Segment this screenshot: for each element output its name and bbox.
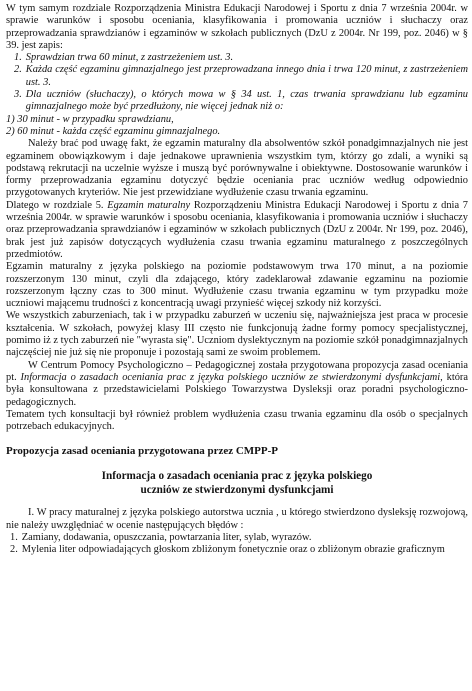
list-item	[6, 89, 468, 114]
list-text: Każda część egzaminu gimnazjalnego jest przeprowadzana innego dnia i trwa 120 minut, z zastrzeżeniem ust. 3.	[25, 64, 468, 88]
text-run: W Centrum Pomocy Psychologiczno – Pedagogicznej została przygotowana propozycja zasad oceniania pt.	[6, 359, 468, 383]
body-paragraph: Egzamin maturalny z języka polskiego na poziomie podstawowym trwa 170 minut, a na poziomie rozszerzonym 130 minut, czyli dla zdającego, który zadeklarował zdawanie egzaminu na poziomie rozszerzonym łączny czas to 300 minut. Wydłużenie czasu trwania egzaminu w tym przypadku może uczniowi mającemu trudności z koncentracją uwagi przynieść więcej szkody niż korzyści.	[6, 261, 468, 310]
list-number: 2.	[10, 544, 18, 556]
list-text: Zamiany, dodawania, opuszczania, powtarzania liter, sylab, wyrazów.	[21, 531, 312, 543]
list-text: Mylenia liter odpowiadających głoskom zbliżonym fonetycznie oraz o zbliżonym obrazie graficznym	[21, 544, 445, 556]
body-paragraph: Należy brać pod uwagę fakt, że egzamin maturalny dla absolwentów szkół ponadgimnazjalnych nie jest egzaminem obowiązkowym i daje jednakowe uprawnienia wszystkim tym, którzy go zdali, a wyniki są podstawą rekrutacji na uczelnie wyższe i muszą być porównywalne i obiektywne. Dostosowanie warunków i formy przeprowadzania egzaminu dotyczyć będzie oceniania prac uczniów według odpowiednio przygotowanych kryteriów. Nie jest przewidziane wydłużenie czasu trwania egzaminu.	[6, 138, 468, 199]
list-number: 1.	[10, 531, 18, 543]
body-paragraph	[6, 200, 468, 261]
list-item	[6, 52, 468, 64]
section-heading: Propozycja zasad oceniania przygotowana przez CMPP-P	[6, 445, 278, 458]
body-paragraph: I. W pracy maturalnej z języka polskiego autorstwa ucznia , u którego stwierdzono dysleksję rozwojową, nie należy uwzględniać w ocenie następujących błędów :	[6, 507, 468, 531]
list-number: 3.	[14, 89, 22, 101]
info-heading-line: Informacja o zasadach oceniania prac z języka polskiego	[101, 470, 373, 483]
list-item	[6, 532, 468, 544]
list-item	[6, 544, 468, 556]
text-run: która była konsultowana z przedstawicielami Polskiego Towarzystwa Dysleksji oraz poradni psychologiczno-pedagogicznych.	[6, 371, 468, 408]
info-heading-line: uczniów ze stwierdzonymi dysfunkcjami	[140, 483, 334, 496]
list-item	[6, 64, 468, 89]
text-run: Rozporządzeniu Ministra Edukacji Narodowej i Sportu z dnia 7 września 2004r. w sprawie warunków i sposobu oceniania, klasyfikowania i promowania uczniów i słuchaczy oraz przeprowadzania sprawdzianów i egzaminów w szkołach publicznych (DzU z 2004r. Nr 199, poz. 2046), brak jest już zapisów dotyczących wydłużenia czasu trwania egzaminu maturalnego z poszczególnych przedmiotów.	[6, 199, 468, 260]
body-paragraph: Tematem tych konsultacji był również problem wydłużenia czasu trwania egzaminu dla osób o specjalnych potrzebach edukacyjnych.	[6, 408, 468, 433]
list-number: 2.	[14, 64, 22, 76]
sublist-item: 2) 60 minut - każda część egzaminu gimnazjalnego.	[6, 125, 221, 137]
list-text: Sprawdzian trwa 60 minut, z zastrzeżeniem ust. 3.	[25, 52, 234, 64]
text-run: Dlatego w rozdziale 5.	[6, 199, 108, 211]
sublist-item: 1) 30 minut - w przypadku sprawdzianu,	[6, 113, 174, 125]
body-paragraph: We wszystkich zaburzeniach, tak i w przypadku zaburzeń w uczeniu się, najważniejsza jest praca w procesie kształcenia. W szkołach, powyżej klasy III często nie funkcjonują żadne formy pomocy specjalistycznej, pomimo iż z tych zaburzeń nie "wyrasta się". Uczniom dyslektycznym na poziomie szkół ponadgimnazjalnych najczęściej nie już się nie proponuje i pozostają sami ze swoim problemem.	[6, 310, 468, 359]
spacer	[6, 497, 468, 507]
spacer	[6, 433, 468, 445]
spacer	[6, 458, 468, 470]
document-title: Informacja o zasadach oceniania prac z języka polskiego uczniów ze stwierdzonymi dysfunkcjami,	[20, 371, 443, 383]
error-list	[6, 532, 468, 557]
list-text: Dla uczniów (słuchaczy), o których mowa w § 34 ust. 1, czas trwania sprawdzianu lub egzaminu gimnazjalnego może być przedłużony, nie więcej jednak niż o:	[25, 89, 468, 113]
regulation-quote-list	[6, 52, 468, 113]
list-number: 1.	[14, 52, 22, 64]
intro-paragraph: W tym samym rozdziale Rozporządzenia Ministra Edukacji Narodowej i Sportu z dnia 7 września 2004r. w sprawie warunków i sposobu oceniania, klasyfikowania i promowania uczniów i słuchaczy oraz przeprowadzania sprawdzianów i egzaminów w szkołach publicznych (DzU z 2004r. Nr 199, poz. 2046) w § 39. jest zapis:	[6, 3, 468, 51]
body-paragraph	[6, 360, 468, 409]
chapter-title: Egzamin maturalny	[107, 199, 191, 211]
